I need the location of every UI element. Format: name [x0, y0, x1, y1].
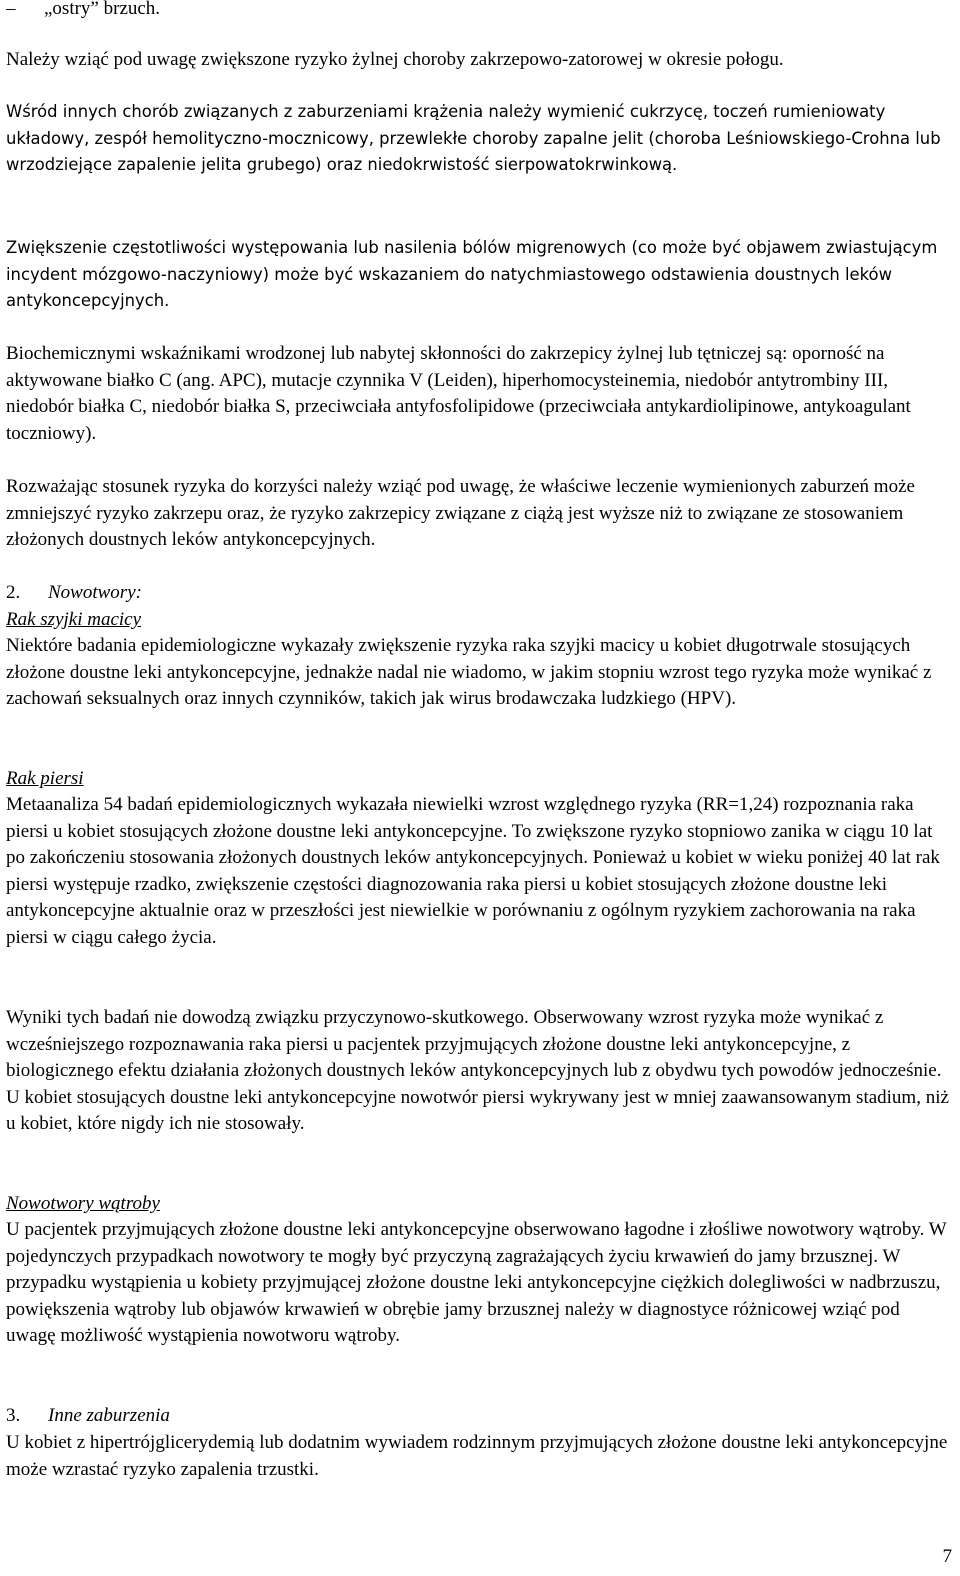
section-heading-other-disorders [6, 1403, 954, 1430]
paragraph-other-disorders: U kobiet z hipertrójglicerydemią lub dodatnim wywiadem rodzinnym przyjmujących złożone doustne leki antykoncepcyjne może wzrastać ryzyko zapalenia trzustki. [6, 1432, 948, 1480]
section-title: Inne zaburzenia [48, 1405, 170, 1426]
paragraph-puerperium: Należy wziąć pod uwagę zwiększone ryzyko żylnej choroby zakrzepowo-zatorowej w okresie połogu. [6, 49, 784, 70]
subheading-breast-cancer: Rak piersi [6, 768, 84, 789]
paragraph-migraine: Zwiększenie częstotliwości występowania lub nasilenia bólów migrenowych (co może być objawem zwiastującym incydent mózgowo-naczyniowy) może być wskazaniem do natychmiastowego odstawienia doustnych leków antykoncepcyjnych. [6, 238, 938, 311]
paragraph-cervical-cancer: Niektóre badania epidemiologiczne wykazały zwiększenie ryzyka raka szyjki macicy u kobiet długotrwale stosujących złożone doustne leki antykoncepcyjne, jednakże nadal nie wiadomo, w jakim stopniu wzrost tego ryzyka może wynikać z zachowań seksualnych oraz innych czynników, takich jak wirus brodawczaka ludzkiego (HPV). [6, 635, 932, 710]
section-number: 2. [6, 582, 21, 603]
paragraph-biochemical-markers: Biochemicznymi wskaźnikami wrodzonej lub nabytej skłonności do zakrzepicy żylnej lub tętniczej są: oporność na aktywowane białko C (ang. APC), mutacje czynnika V (Leiden), hiperhomocysteinemia, niedobór antytrombiny III, niedobór białka C, niedobór białka S, przeciwciała antyfosfolipidowe (przeciwciała antykardiolipinowe, antykoagulant toczniowy). [6, 343, 911, 444]
bullet-dash: – [6, 0, 16, 19]
paragraph-liver-tumors: U pacjentek przyjmujących złożone doustne leki antykoncepcyjne obserwowano łagodne i złośliwe nowotwory wątroby. W pojedynczych przypadkach nowotwory te mogły być przyczyną zagrażających życiu krwawień do jamy brzusznej. W przypadku wystąpienia u kobiety przyjmującej złożone doustne leki antykoncepcyjne ciężkich dolegliwości w nadbrzuszu, powiększenia wątroby lub objawów krwawień w obrębie jamy brzusznej należy w diagnostyce różnicowej wziąć pod uwagę możliwość wystąpienia nowotworu wątroby. [6, 1219, 947, 1347]
paragraph-breast-cancer-2: Wyniki tych badań nie dowodzą związku przyczynowo-skutkowego. Obserwowany wzrost ryzyka może wynikać z wcześniejszego rozpoznawania raka piersi u pacjentek przyjmujących złożone doustne leki antykoncepcyjne, z biologicznego efektu działania złożonych doustnych leków antykoncepcyjnych lub z obydwu tych powodów jednocześnie. U kobiet stosujących doustne leki antykoncepcyjne nowotwór piersi wykrywany jest w mniej zaawansowanym stadium, niż u kobiet, które nigdy ich nie stosowały. [6, 1007, 949, 1135]
paragraph-breast-cancer-1: Metaanaliza 54 badań epidemiologicznych wykazała niewielki wzrost względnego ryzyka (RR=1,24) rozpoznania raka piersi u kobiet stosujących złożone doustne leki antykoncepcyjne. To zwiększone ryzyko stopniowo zanika w ciągu 10 lat po zakończeniu stosowania złożonych doustnych leków antykoncepcyjnych. Ponieważ u kobiet w wieku poniżej 40 lat rak piersi występuje rzadko, zwiększenie częstości diagnozowania raka piersi u kobiet stosujących złożone doustne leki antykoncepcyjne aktualnie oraz w przeszłości jest niewielkie w porównaniu z ogólnym ryzykiem zachorowania na raka piersi w ciągu całego życia. [6, 794, 940, 948]
section-number: 3. [6, 1405, 21, 1426]
list-item [6, 0, 954, 23]
subheading-cervical-cancer: Rak szyjki macicy [6, 609, 142, 630]
page-number: 7 [942, 1546, 952, 1567]
paragraph-other-diseases: Wśród innych chorób związanych z zaburzeniami krążenia należy wymienić cukrzycę, toczeń rumieniowaty układowy, zespół hemolityczno-mocznicowy, przewlekłe choroby zapalne jelit (choroba Leśniowskiego-Crohna lub wrzodziejące zapalenie jelita grubego) oraz niedokrwistość sierpowatokrwinkową. [6, 102, 941, 175]
section-heading-tumors [6, 580, 954, 607]
subheading-liver-tumors: Nowotwory wątroby [6, 1193, 160, 1214]
paragraph-risk-benefit: Rozważając stosunek ryzyka do korzyści należy wziąć pod uwagę, że właściwe leczenie wymienionych zaburzeń może zmniejszyć ryzyko zakrzepu oraz, że ryzyko zakrzepicy związane z ciążą jest wyższe niż to związane ze stosowaniem złożonych doustnych leków antykoncepcyjnych. [6, 476, 915, 551]
list-item-text: „ostry” brzuch. [44, 0, 161, 19]
section-title: Nowotwory: [48, 582, 142, 603]
